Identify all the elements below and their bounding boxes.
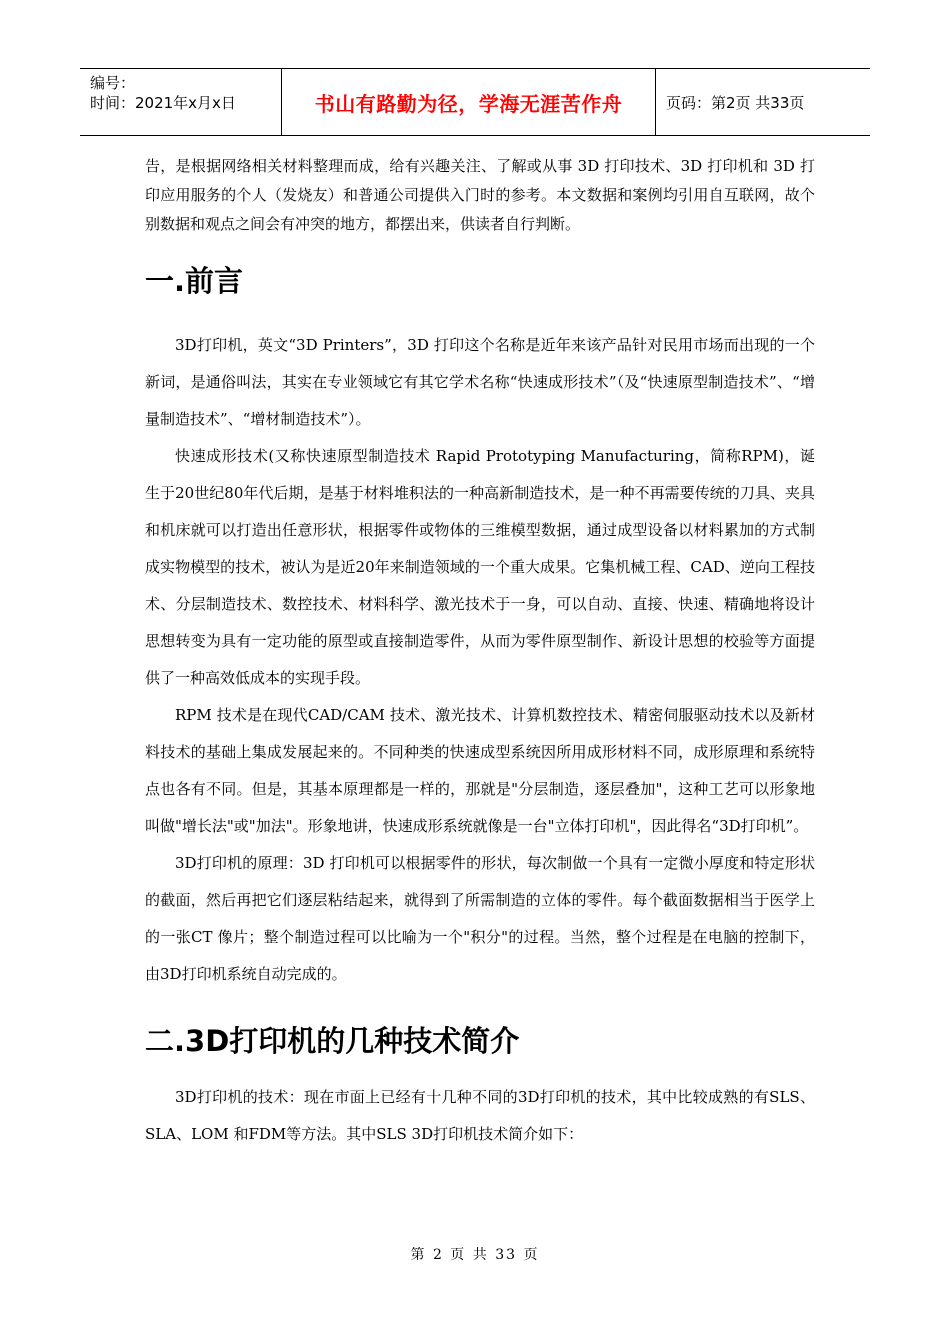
paragraph-5: 3D打印机的技术：现在市面上已经有十几种不同的3D打印机的技术，其中比较成熟的有SLS、SLA、LOM 和FDM等方法。其中SLS 3D打印机技术简介如下： [145,1088,815,1143]
paragraph-3: RPM 技术是在现代CAD/CAM 技术、激光技术、计算机数控技术、精密伺服驱动技术以及新材料技术的基础上集成发展起来的。不同种类的快速成型系统因所用成形材料不同，成形原理和系统特点也各有不同。但是，其基本原理都是一样的，那就是"分层制造，逐层叠加"，这种工艺可以形象地叫做"增长法"或"加法"。形象地讲，快速成形系统就像是一台"立体打印机"，因此得名“3D打印机”。 [145,706,815,835]
intro-paragraph: 告，是根据网络相关材料整理而成，给有兴趣关注、了解或从事 3D 打印技术、3D 打印机和 3D 打印应用服务的个人（发烧友）和普通公司提供入门时的参考。本文数据和案例均引用自互联网，故个别数据和观点之间会有冲突的地方，都摆出来，供读者自行判断。 [145,157,815,233]
document-body [145,150,815,1153]
paragraph-2: 快速成形技术(又称快速原型制造技术 Rapid Prototyping Manufacturing，简称RPM)，诞生于20世纪80年代后期，是基于材料堆积法的一种高新制造技术，是一种不再需要传统的刀具、夹具和机床就可以打造出任意形状，根据零件或物体的三维模型数据，通过成型设备以材料累加的方式制成实物模型的技术，被认为是近20年来制造领域的一个重大成果。它集机械工程、CAD、逆向工程技术、分层制造技术、数控技术、材料科学、激光技术于一身，可以自动、直接、快速、精确地将设计思想转变为具有一定功能的原型或直接制造零件，从而为零件原型制作、新设计思想的校验等方面提供了一种高效低成本的实现手段。 [145,447,815,687]
header-meta [80,69,282,135]
page-header [80,68,870,136]
section-2-title: 二.3D打印机的几种技术简介 [145,1024,520,1058]
page-footer: 第 2 页 共 33 页 [410,1247,540,1263]
paragraph-1: 3D打印机，英文“3D Printers”，3D 打印这个名称是近年来该产品针对民用市场而出现的一个新词，是通俗叫法，其实在专业领域它有其它学术名称“快速成形技术”（及“快速原型制造技术”、“增量制造技术”、“增材制造技术”）。 [145,336,815,428]
header-page-info: 页码：第2页 共33页 [666,93,805,112]
header-motto: 书山有路勤为径，学海无涯苦作舟 [282,69,656,135]
paragraph-4: 3D打印机的原理：3D 打印机可以根据零件的形状，每次制做一个具有一定微小厚度和特定形状的截面，然后再把它们逐层粘结起来，就得到了所需制造的立体的零件。每个截面数据相当于医学上的一张CT 像片；整个制造过程可以比喻为一个"积分"的过程。当然，整个过程是在电脑的控制下，由3D打印机系统自动完成的。 [145,854,815,983]
header-code-label: 编号： [90,74,136,92]
header-time-label: 时间：2021年x月x日 [90,94,236,112]
section-1-title: 一.前言 [145,264,244,298]
